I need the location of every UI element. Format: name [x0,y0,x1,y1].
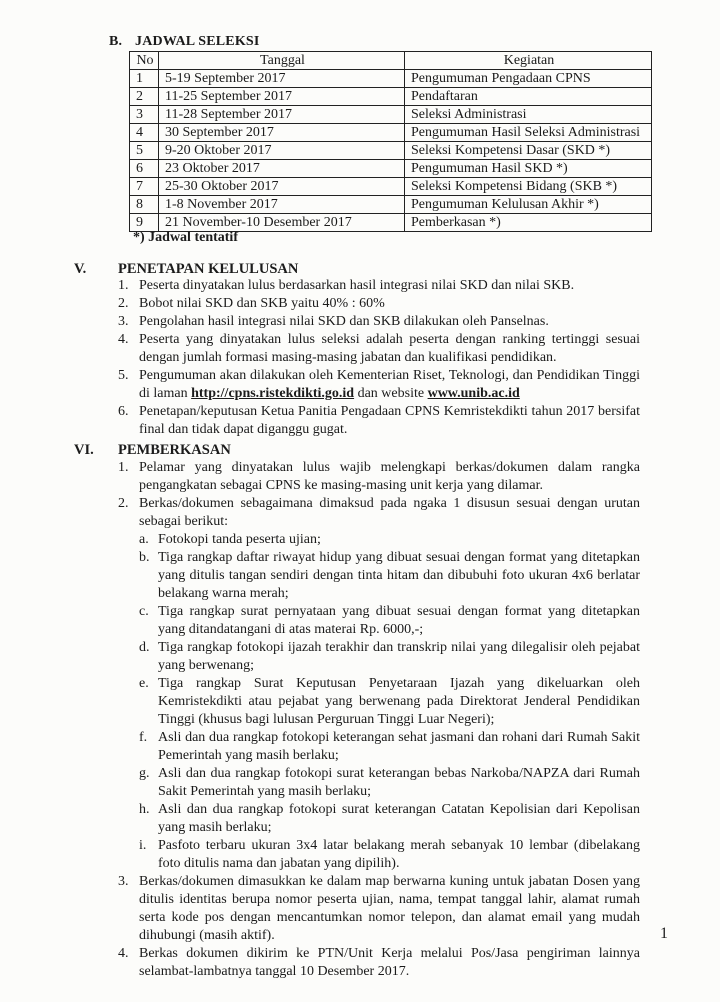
list-item: 4. Berkas dokumen dikirim ke PTN/Unit Kerja melalui Pos/Jasa pengiriman lainnya selambat-lambatnya tanggal 10 Desember 2017. [118,946,640,979]
table-row [130,88,652,106]
list-item: 1. Peserta dinyatakan lulus berdasarkan hasil integrasi nilai SKD dan nilai SKB. [118,278,575,293]
section-vi-list [118,459,640,981]
cell-no: 2 [130,88,159,106]
section-vi-title: PEMBERKASAN [118,442,231,458]
table-row [130,124,652,142]
header-kegiatan: Kegiatan [405,52,652,70]
section-vi-heading [74,442,231,459]
section-b-title: JADWAL SELEKSI [135,34,260,49]
list-item: 2. Bobot nilai SKD dan SKB yaitu 40% : 60% [118,296,385,311]
cell-no: 7 [130,178,159,196]
list-item-text: Pengumuman akan dilakukan oleh Kementerian Riset, Teknologi, dan Pendidikan Tinggi di laman [139,368,640,401]
sub-item-text: Tiga rangkap daftar riwayat hidup yang dibuat sesuai dengan format yang ditetapkan yang ditulis tangan sendiri dengan tinta hitam dan dibubuhi foto ukuran 4x6 berlatar belakang warna merah; [158,550,640,601]
cell-tanggal: 9-20 Oktober 2017 [159,142,405,160]
list-item-text: Berkas dokumen dikirim ke PTN/Unit Kerja melalui Pos/Jasa pengiriman lainnya selambat-lambatnya tanggal 10 Desember 2017. [139,946,640,979]
cell-tanggal: 11-25 September 2017 [159,88,405,106]
cell-no: 3 [130,106,159,124]
sub-item-text: Pasfoto terbaru ukuran 3x4 latar belakang merah sebanyak 10 lembar (dibelakang foto ditulis nama dan jabatan yang dipilih). [158,838,640,871]
cell-no: 1 [130,70,159,88]
header-no: No [130,52,159,70]
sub-item-text: Tiga rangkap fotokopi ijazah terakhir dan transkrip nilai yang dilegalisir oleh pejabat yang berwenang; [158,640,640,673]
table-row [130,106,652,124]
tentative-note: *) Jadwal tentatif [133,230,238,245]
list-item-text: Berkas/dokumen dimasukkan ke dalam map berwarna kuning untuk jabatan Dosen yang ditulis identitas berupa nomor peserta ujian, nama, tempat tanggal lahir, alamat rumah serta kode pos dengan mencantumkan nomor telepon, dan alamat email yang mudah dihubungi (masih aktif). [139,874,640,943]
sub-item: g. Asli dan dua rangkap fotokopi surat keterangan bebas Narkoba/NAPZA dari Rumah Sakit Pemerintah yang masih berlaku; [139,766,640,799]
table-row [130,142,652,160]
list-item-text: Pelamar yang dinyatakan lulus wajib melengkapi berkas/dokumen dalam rangka pengangkatan sebagai CPNS ke masing-masing unit kerja yang dilamar. [139,460,640,493]
list-item-text: Pengolahan hasil integrasi nilai SKD dan SKB dilakukan oleh Panselnas. [139,314,549,329]
sub-item-text: Asli dan dua rangkap fotokopi keterangan sehat jasmani dan rohani dari Rumah Sakit Pemerintah yang masih berlaku; [158,730,640,763]
cell-kegiatan: Pemberkasan *) [405,214,652,232]
sub-item-text: Tiga rangkap Surat Keputusan Penyetaraan Ijazah yang dikeluarkan oleh Kemristekdikti atau pejabat yang berwenang pada Direktorat Jenderal Pendidikan Tinggi (khusus bagi lulusan Perguruan Tinggi Luar Negeri); [158,676,640,727]
list-item: 1. Pelamar yang dinyatakan lulus wajib melengkapi berkas/dokumen dalam rangka pengangkatan sebagai CPNS ke masing-masing unit kerja yang dilamar. [118,460,640,493]
cell-no: 6 [130,160,159,178]
cell-kegiatan: Pengumuman Hasil SKD *) [405,160,652,178]
cell-tanggal: 11-28 September 2017 [159,106,405,124]
table-row [130,196,652,214]
unib-link[interactable]: www.unib.ac.id [427,386,520,401]
section-b-label: B. [109,34,123,49]
cell-tanggal: 25-30 Oktober 2017 [159,178,405,196]
cell-kegiatan: Pengumuman Pengadaan CPNS [405,70,652,88]
list-item: 3. Pengolahan hasil integrasi nilai SKD dan SKB dilakukan oleh Panselnas. [118,314,549,329]
cell-no: 5 [130,142,159,160]
sub-item-text: Asli dan dua rangkap fotokopi surat keterangan Catatan Kepolisian dari Kepolisan yang masih berlaku; [158,802,640,835]
cell-tanggal: 30 September 2017 [159,124,405,142]
cell-tanggal: 1-8 November 2017 [159,196,405,214]
sub-item-text: Asli dan dua rangkap fotokopi surat keterangan bebas Narkoba/NAPZA dari Rumah Sakit Pemerintah yang masih berlaku; [158,766,640,799]
sub-item: d. Tiga rangkap fotokopi ijazah terakhir dan transkrip nilai yang dilegalisir oleh pejabat yang berwenang; [139,640,640,673]
cell-no: 9 [130,214,159,232]
table-header-row [130,52,652,70]
list-item-text: Penetapan/keputusan Ketua Panitia Pengadaan CPNS Kemristekdikti tahun 2017 bersifat final dan tidak dapat diganggu gugat. [139,404,640,437]
header-tanggal: Tanggal [159,52,405,70]
section-v-label: V. [74,261,87,277]
cell-no: 8 [130,196,159,214]
section-v-heading [74,261,298,278]
cell-kegiatan: Seleksi Kompetensi Dasar (SKD *) [405,142,652,160]
list-item-text: Bobot nilai SKD dan SKB yaitu 40% : 60% [139,296,385,311]
cell-kegiatan: Pendaftaran [405,88,652,106]
list-item-text: Peserta yang dinyatakan lulus seleksi adalah peserta dengan ranking tertinggi sesuai dengan jumlah formasi masing-masing jabatan dan kualifikasi pendidikan. [139,332,640,365]
sub-item: b. Tiga rangkap daftar riwayat hidup yang dibuat sesuai dengan format yang ditetapkan yang ditulis tangan sendiri dengan tinta hitam dan dibubuhi foto ukuran 4x6 berlatar belakang warna merah; [139,550,640,601]
section-v-title: PENETAPAN KELULUSAN [118,261,299,277]
list-item: 2. Berkas/dokumen sebagaimana dimaksud pada ngaka 1 disusun sesuai dengan urutan sebagai berikut: a. Fotokopi tanda peserta ujian; b. Tiga rangkap daftar riwayat hidup yang dibuat sesuai dengan format yang ditetapkan yang ditulis tangan sendiri dengan tinta hitam dan dibubuhi foto ukuran 4x6 berlatar belakang warna merah; c. Tiga rangkap surat pernyataan yang dibuat sesuai dengan format yang ditetapkan yang ditandatangani di atas materai Rp. 6000,-; d. Tiga rangkap fotokopi ijazah terakhir dan transkrip nilai yang dilegalisir oleh pejabat yang berwenang; e. Tiga rangkap Surat Keputusan Penyetaraan Ijazah yang dikeluarkan oleh Kemristekdikti atau pejabat yang berwenang pada Direktorat Jenderal Pendidikan Tinggi (khusus bagi lulusan Perguruan Tinggi Luar Negeri); f. Asli dan dua rangkap fotokopi keterangan sehat jasmani dan rohani dari Rumah Sakit Pemerintah yang masih berlaku; g. Asli dan dua rangkap fotokopi surat keterangan bebas Narkoba/NAPZA dari Rumah Sakit Pemerintah yang masih berlaku; h. Asli dan dua rangkap fotokopi surat keterangan Catatan Kepolisian dari Kepolisan yang masih berlaku; i. Pasfoto terbaru ukuran 3x4 latar belakang merah sebanyak 10 lembar (dibelakang foto ditulis nama dan jabatan yang dipilih). [118,496,640,871]
section-vi-label: VI. [74,442,94,458]
table-row [130,214,652,232]
cell-kegiatan: Seleksi Kompetensi Bidang (SKB *) [405,178,652,196]
ristekdikti-link[interactable]: http://cpns.ristekdikti.go.id [191,386,355,401]
list-item: 4. Peserta yang dinyatakan lulus seleksi adalah peserta dengan ranking tertinggi sesuai dengan jumlah formasi masing-masing jabatan dan kualifikasi pendidikan. [118,332,640,365]
sub-item-text: Tiga rangkap surat pernyataan yang dibuat sesuai dengan format yang ditetapkan yang ditandatangani di atas materai Rp. 6000,-; [158,604,640,637]
list-item-text: Berkas/dokumen sebagaimana dimaksud pada ngaka 1 disusun sesuai dengan urutan sebagai berikut: [139,496,640,529]
cell-tanggal: 23 Oktober 2017 [159,160,405,178]
cell-kegiatan: Seleksi Administrasi [405,106,652,124]
sub-item: f. Asli dan dua rangkap fotokopi keterangan sehat jasmani dan rohani dari Rumah Sakit Pemerintah yang masih berlaku; [139,730,640,763]
sub-item: i. Pasfoto terbaru ukuran 3x4 latar belakang merah sebanyak 10 lembar (dibelakang foto ditulis nama dan jabatan yang dipilih). [139,838,640,871]
list-item-text: dan website [357,386,425,401]
sub-item: a. Fotokopi tanda peserta ujian; [139,532,321,547]
table-row [130,178,652,196]
cell-no: 4 [130,124,159,142]
sub-item: h. Asli dan dua rangkap fotokopi surat keterangan Catatan Kepolisian dari Kepolisan yang masih berlaku; [139,802,640,835]
cell-tanggal: 5-19 September 2017 [159,70,405,88]
cell-kegiatan: Pengumuman Kelulusan Akhir *) [405,196,652,214]
sub-item: c. Tiga rangkap surat pernyataan yang dibuat sesuai dengan format yang ditetapkan yang ditandatangani di atas materai Rp. 6000,-; [139,604,640,637]
cell-tanggal: 21 November-10 Desember 2017 [159,214,405,232]
list-item: 5. Pengumuman akan dilakukan oleh Kementerian Riset, Teknologi, dan Pendidikan Tinggi di laman http://cpns.ristekdikti.go.id dan website www.unib.ac.id [118,368,640,401]
list-item: 6. Penetapan/keputusan Ketua Panitia Pengadaan CPNS Kemristekdikti tahun 2017 bersifat final dan tidak dapat diganggu gugat. [118,404,640,437]
requirements-sublist [139,531,640,873]
list-item-text: Peserta dinyatakan lulus berdasarkan hasil integrasi nilai SKD dan nilai SKB. [139,278,575,293]
cell-kegiatan: Pengumuman Hasil Seleksi Administrasi [405,124,652,142]
page-number: 1 [660,925,668,942]
section-v-list [118,277,640,439]
schedule-table [129,51,652,232]
section-b-heading [109,34,260,50]
sub-item-text: Fotokopi tanda peserta ujian; [158,532,321,547]
list-item: 3. Berkas/dokumen dimasukkan ke dalam map berwarna kuning untuk jabatan Dosen yang ditulis identitas berupa nomor peserta ujian, nama, tempat tanggal lahir, alamat rumah serta kode pos dengan mencantumkan nomor telepon, dan alamat email yang mudah dihubungi (masih aktif). [118,874,640,943]
sub-item: e. Tiga rangkap Surat Keputusan Penyetaraan Ijazah yang dikeluarkan oleh Kemristekdikti atau pejabat yang berwenang pada Direktorat Jenderal Pendidikan Tinggi (khusus bagi lulusan Perguruan Tinggi Luar Negeri); [139,676,640,727]
table-row [130,70,652,88]
table-row [130,160,652,178]
